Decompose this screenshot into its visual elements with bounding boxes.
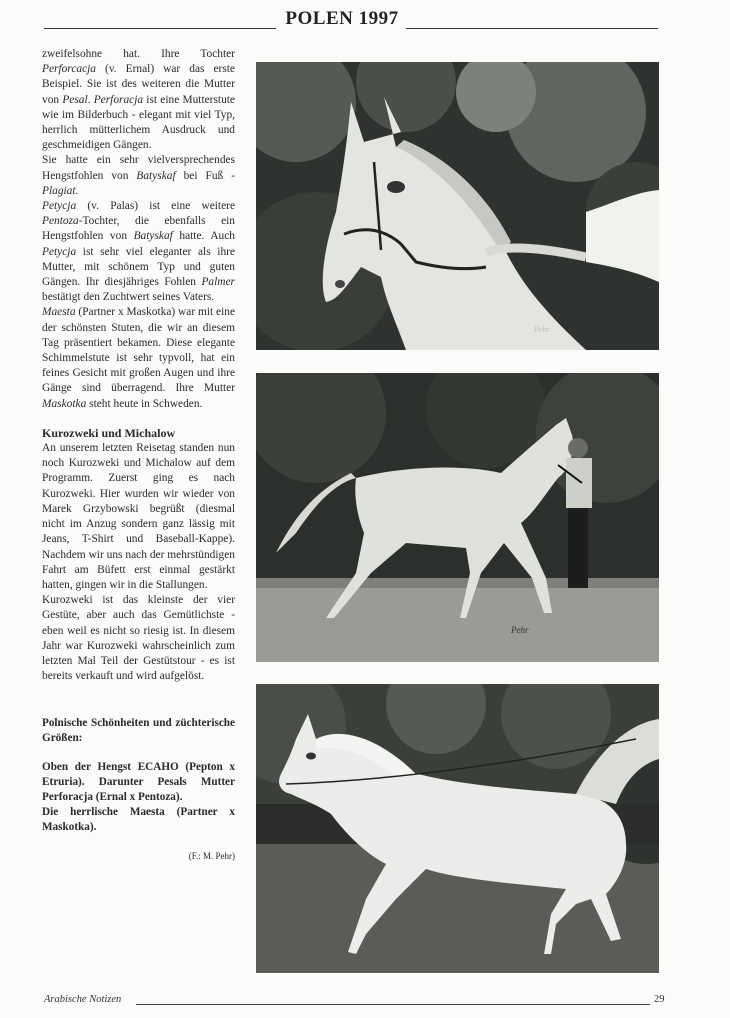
article-paragraph [42,47,235,153]
text-run: hatte. Auch [172,230,235,243]
italic-name: Pesal [62,93,88,106]
text-run: . [87,93,94,106]
photo-mare-trotting-handler [256,373,659,662]
photographer-signature: Pehr [534,325,550,334]
caption-body-2: Die herrlische Maesta (Partner x Maskotka). [42,806,235,834]
italic-name: Maskotka [42,397,87,410]
text-run: . [75,184,79,197]
text-run: bestätigt den Zuchtwert seines Vaters. [42,291,215,304]
photo-white-mare-trotting [256,684,659,973]
publication-name: Arabische Notizen [44,994,122,1005]
article-paragraph [42,153,235,199]
text-run: (v. Palas) ist eine weitere [76,200,235,213]
article-column [42,47,235,865]
italic-name: Pentoza [42,215,79,228]
italic-name: Perforcacja [42,63,96,76]
italic-name: Perforacja [93,93,144,106]
header-rule-right [406,28,658,29]
text-run: bei Fuß - [175,169,235,182]
text-run: ist sehr viel eleganter als ihre Mutter, mit schönem Typ und guten Gängen. Ihr diesjähriges Fohlen [42,245,235,289]
article-paragraph [42,441,235,593]
page-number: 29 [654,994,665,1005]
text-run: zweifelsohne hat. Ihre Tochter [42,48,235,60]
page-title: POLEN 1997 [285,8,399,29]
photographer-signature: Pehr [511,625,529,635]
photo-stallion-head [256,62,659,350]
italic-name: Plagiat [42,184,76,197]
article-paragraph [42,305,235,411]
text-run: (v. Ernal) war das erste Beispiel. Sie ist des weiteren die Mutter von [42,63,235,106]
caption-title: Polnische Schönheiten und züchterische Größen: [42,717,235,745]
text-run: Sie hatte ein sehr vielversprechendes Hengstfohlen von [42,154,235,182]
photo-credit: (F.: M. Pehr) [188,851,235,862]
footer-rule [136,1004,650,1005]
italic-name: Petycja [42,245,77,258]
text-run: (Partner x Maskotka) war mit eine der schönsten Stuten, die wir an diesem Tag präsentiert bekamen. Diese elegante Schimmelstute ist sehr typvoll, hat ein feines Gesicht mit großen Augen und ihre Gänge sind überragend. Ihre Mutter [42,306,235,395]
italic-name: Petycja [42,200,77,213]
italic-name: Batyskaf [136,169,176,182]
text-run: Kurozweki ist das kleinste der vier Gestüte, aber auch das Gemütlichste - eben weil es nicht so riesig ist. In diesem Jahr war Kurozweki wahrscheinlich zum letzten Mal Teil der Gestütstour - es ist bereits verkauft und wird aufgelöst. [42,594,235,683]
section-heading: Kurozweki und Michalow [42,425,176,440]
italic-name: Palmer [201,276,235,289]
text-run: An unserem letzten Reisetag standen nun noch Kurozweki und Michalow auf dem Programm. Zuerst ging es nach Kurozweki. Hier wurden wir wieder von Marek Grzybowski begrüßt (diesmal nicht im Anzug sondern ganz lässig mit Jeans, T-Shirt und Baseball-Kappe). Nachdem wir uns nach der mehrstündigen Fahrt am Büfett erst einmal gestärkt hatten, gingen wir in die Stallungen. [42,442,235,591]
article-paragraph [42,593,235,684]
article-paragraph [42,199,235,305]
caption-body: Oben der Hengst ECAHO (Pepton x Etruria). Darunter Pesals Mutter Perforacja (Ernal x Pentoza). [42,761,235,804]
header-rule-left [44,28,276,29]
text-run: ist eine Mutterstute wie im Bilderbuch - elegant mit viel Typ, herrlich mütterlichem Ausdruck und geschmeidigen Gängen. [42,93,235,152]
text-run: steht heute in Schweden. [86,397,203,410]
italic-name: Batyskaf [133,230,173,243]
italic-name: Maesta [42,306,76,319]
text-run: -Tochter, die ebenfalls ein Hengstfohlen von [42,215,235,243]
